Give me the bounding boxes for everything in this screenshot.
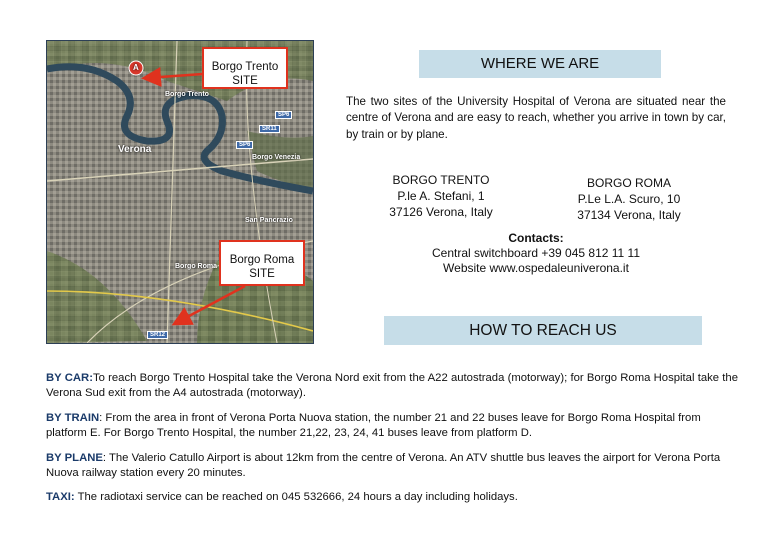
where-we-are-heading: WHERE WE ARE: [419, 50, 661, 78]
marker-label: A: [133, 63, 139, 72]
road-shield: SP6: [275, 111, 292, 119]
map-district-label: Borgo Roma: [175, 263, 217, 270]
callout-borgo-roma: [219, 240, 305, 286]
by-car-text: To reach Borgo Trento Hospital take the Verona Nord exit from the A22 autostrada (motorway); for Borgo Roma Hospital take the Verona Sud exit from the A4 autostrada (motorway).: [46, 372, 738, 400]
site-name: BORGO ROMA: [586, 176, 671, 190]
by-car-lead: BY CAR:: [46, 372, 93, 384]
by-plane-text: : The Valerio Catullo Airport is about 12km from the centre of Verona. An ATV shuttle bus leaves the airport for Verona Porta Nuova railway station every 20 minutes.: [46, 452, 721, 480]
taxi-text: The radiotaxi service can be reached on 045 532666, 24 hours a day including holidays.: [74, 491, 518, 503]
map-district-label: Borgo Venezia: [252, 154, 301, 161]
contacts-heading: Contacts:: [508, 231, 564, 245]
by-train-paragraph: [46, 411, 738, 441]
taxi-lead: TAXI:: [46, 491, 75, 503]
road-shield: SR12: [147, 331, 168, 339]
how-to-reach-heading: HOW TO REACH US: [384, 316, 702, 345]
site-name: BORGO TRENTO: [392, 173, 490, 187]
intro-paragraph: The two sites of the University Hospital of Verona are situated near the centre of Verona and are easy to reach, whether you arrive in town by car, by train or by plane.: [346, 95, 726, 141]
site-city: 37134 Verona, Italy: [577, 208, 681, 222]
website-text: Website www.ospedaleuniverona.it: [443, 261, 629, 275]
site-borgo-trento: [356, 172, 526, 220]
site-address: P.le A. Stefani, 1: [397, 189, 485, 203]
callout-borgo-trento: [202, 47, 288, 89]
callout-title: Borgo Roma: [229, 254, 295, 266]
map-city-label: Verona: [118, 144, 152, 155]
taxi-paragraph: [46, 490, 738, 505]
by-plane-paragraph: [46, 451, 738, 481]
callout-title: Borgo Trento: [211, 61, 279, 73]
by-car-paragraph: [46, 371, 738, 401]
contacts-block: [396, 231, 676, 276]
switchboard-number: Central switchboard +39 045 812 11 11: [431, 246, 641, 260]
road-shield: SP6: [236, 141, 253, 149]
road-shield: SR11: [259, 125, 280, 133]
site-address: P.Le L.A. Scuro, 10: [577, 192, 681, 206]
callout-subtitle: SITE: [249, 268, 275, 280]
by-plane-lead: BY PLANE: [46, 452, 103, 464]
site-city: 37126 Verona, Italy: [389, 205, 493, 219]
map-district-label: San Pancrazio: [245, 217, 293, 224]
by-train-lead: BY TRAIN: [46, 412, 100, 424]
site-borgo-roma: [556, 175, 702, 223]
by-train-text: : From the area in front of Verona Porta Nuova station, the number 21 and 22 buses leave for Borgo Roma Hospital from platform E. For Borgo Trento Hospital, the number 21,22, 23, 24, 41 buses leave from platform D.: [46, 412, 701, 440]
callout-subtitle: SITE: [232, 75, 258, 87]
map-district-label: Borgo Trento: [165, 91, 209, 98]
